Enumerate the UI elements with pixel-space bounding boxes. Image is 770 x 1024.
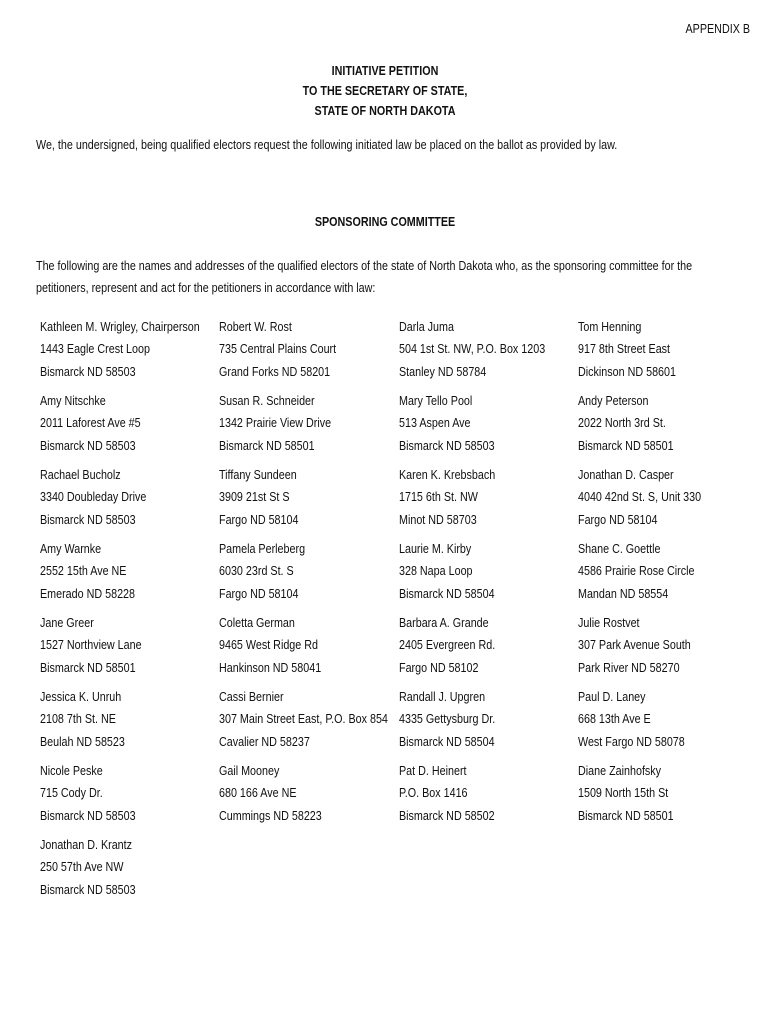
member-street: 6030 23rd St. S (219, 564, 294, 579)
member-city: Dickinson ND 58601 (578, 364, 676, 379)
committee-member (40, 538, 219, 605)
member-street: 1509 North 15th St (578, 786, 669, 801)
member-street: 2011 Laforest Ave #5 (40, 416, 141, 431)
member-city: Minot ND 58703 (399, 512, 477, 527)
committee-member (219, 686, 399, 753)
intro-paragraph: We, the undersigned, being qualified electors request the following initiated law be placed on the ballot as provided by law. (36, 138, 618, 152)
member-street: 715 Cody Dr. (40, 786, 103, 801)
committee-member (578, 390, 760, 457)
member-city: Bismarck ND 58504 (399, 586, 495, 601)
committee-member (578, 686, 760, 753)
member-city: Hankinson ND 58041 (219, 660, 322, 675)
title-line: STATE OF NORTH DAKOTA (314, 104, 456, 118)
member-name: Paul D. Laney (578, 690, 646, 704)
member-city: Bismarck ND 58502 (399, 808, 495, 823)
member-street: 3909 21st St S (219, 490, 290, 505)
member-city: Bismarck ND 58501 (40, 660, 136, 675)
committee-member (40, 390, 219, 457)
member-street: 668 13th Ave E (578, 712, 651, 727)
committee-member (219, 538, 399, 605)
member-name: Robert W. Rost (219, 320, 292, 334)
committee-member (40, 834, 219, 901)
member-street: 9465 West Ridge Rd (219, 638, 319, 653)
member-name: Andy Peterson (578, 394, 649, 408)
member-name: Jonathan D. Krantz (40, 838, 133, 852)
petition-title (54, 61, 716, 121)
member-name: Jessica K. Unruh (40, 690, 122, 704)
member-city: West Fargo ND 58078 (578, 734, 685, 749)
member-street: 307 Park Avenue South (578, 638, 691, 653)
member-street: 2108 7th St. NE (40, 712, 116, 727)
member-name: Diane Zainhofsky (578, 764, 662, 778)
member-name: Tiffany Sundeen (219, 468, 297, 482)
member-name: Tom Henning (578, 320, 642, 334)
member-city: Bismarck ND 58503 (40, 512, 136, 527)
committee-member (578, 464, 760, 531)
member-street: 1443 Eagle Crest Loop (40, 342, 150, 357)
member-street: 513 Aspen Ave (399, 416, 471, 431)
committee-member (219, 464, 399, 531)
committee-member (399, 612, 578, 679)
member-city: Cavalier ND 58237 (219, 734, 310, 749)
member-name: Mary Tello Pool (399, 394, 473, 408)
member-city: Stanley ND 58784 (399, 364, 487, 379)
member-name: Kathleen M. Wrigley, Chairperson (40, 320, 200, 334)
member-city: Park River ND 58270 (578, 660, 680, 675)
member-street: 3340 Doubleday Drive (40, 490, 147, 505)
committee-member (578, 538, 760, 605)
member-name: Barbara A. Grande (399, 616, 489, 630)
committee-member (219, 316, 399, 383)
committee-member (219, 612, 399, 679)
committee-member (578, 316, 760, 383)
member-city: Fargo ND 58102 (399, 660, 479, 675)
member-city: Bismarck ND 58501 (578, 438, 674, 453)
member-name: Jane Greer (40, 616, 94, 630)
member-street: 2405 Evergreen Rd. (399, 638, 496, 653)
member-name: Julie Rostvet (578, 616, 640, 630)
committee-member (578, 760, 760, 827)
member-street: 1527 Northview Lane (40, 638, 142, 653)
committee-members-grid (40, 316, 760, 901)
committee-member (399, 760, 578, 827)
committee-member (399, 686, 578, 753)
member-city: Mandan ND 58554 (578, 586, 669, 601)
member-city: Emerado ND 58228 (40, 586, 136, 601)
committee-member (399, 538, 578, 605)
member-name: Amy Warnke (40, 542, 102, 556)
member-name: Amy Nitschke (40, 394, 106, 408)
member-street: 1715 6th St. NW (399, 490, 478, 505)
member-city: Bismarck ND 58501 (578, 808, 674, 823)
member-city: Bismarck ND 58503 (40, 882, 136, 897)
member-name: Darla Juma (399, 320, 454, 334)
committee-member (40, 612, 219, 679)
member-name: Gail Mooney (219, 764, 280, 778)
member-street: 2022 North 3rd St. (578, 416, 666, 431)
member-name: Karen K. Krebsbach (399, 468, 496, 482)
committee-member (40, 464, 219, 531)
member-street: 4586 Prairie Rose Circle (578, 564, 695, 579)
committee-heading: SPONSORING COMMITTEE (314, 215, 456, 229)
member-name: Susan R. Schneider (219, 394, 315, 408)
member-name: Randall J. Upgren (399, 690, 486, 704)
title-line: TO THE SECRETARY OF STATE, (302, 84, 468, 98)
member-name: Cassi Bernier (219, 690, 284, 704)
member-city: Bismarck ND 58503 (40, 438, 136, 453)
member-name: Coletta German (219, 616, 295, 630)
member-street: 307 Main Street East, P.O. Box 854 (219, 712, 388, 727)
member-name: Pat D. Heinert (399, 764, 467, 778)
member-city: Bismarck ND 58501 (219, 438, 315, 453)
committee-member (578, 612, 760, 679)
committee-member (399, 390, 578, 457)
member-city: Cummings ND 58223 (219, 808, 322, 823)
committee-intro: The following are the names and addresses of the qualified electors of the state of North Dakota who, as the sponsoring committee for the petitioners, represent and act for the petitioners in accordance with law: (36, 259, 693, 295)
member-street: 917 8th Street East (578, 342, 671, 357)
committee-member (40, 316, 219, 383)
member-city: Beulah ND 58523 (40, 734, 125, 749)
member-name: Pamela Perleberg (219, 542, 306, 556)
member-street: 2552 15th Ave NE (40, 564, 127, 579)
member-city: Bismarck ND 58503 (40, 808, 136, 823)
member-city: Fargo ND 58104 (578, 512, 658, 527)
title-line: INITIATIVE PETITION (331, 64, 439, 78)
member-city: Bismarck ND 58503 (399, 438, 495, 453)
member-street: 735 Central Plains Court (219, 342, 337, 357)
committee-member (219, 760, 399, 827)
member-street: 680 166 Ave NE (219, 786, 297, 801)
appendix-label: APPENDIX B (685, 22, 750, 36)
committee-member (40, 760, 219, 827)
member-name: Nicole Peske (40, 764, 103, 778)
member-city: Fargo ND 58104 (219, 512, 299, 527)
member-street: 4335 Gettysburg Dr. (399, 712, 496, 727)
committee-member (40, 686, 219, 753)
member-street: 328 Napa Loop (399, 564, 473, 579)
member-name: Jonathan D. Casper (578, 468, 674, 482)
committee-member (399, 464, 578, 531)
member-city: Bismarck ND 58503 (40, 364, 136, 379)
member-street: P.O. Box 1416 (399, 786, 468, 801)
member-city: Fargo ND 58104 (219, 586, 299, 601)
member-name: Laurie M. Kirby (399, 542, 472, 556)
committee-member (399, 316, 578, 383)
committee-member (219, 390, 399, 457)
member-city: Grand Forks ND 58201 (219, 364, 331, 379)
member-street: 4040 42nd St. S, Unit 330 (578, 490, 702, 505)
member-name: Rachael Bucholz (40, 468, 121, 482)
member-street: 250 57th Ave NW (40, 860, 124, 875)
member-street: 1342 Prairie View Drive (219, 416, 332, 431)
member-name: Shane C. Goettle (578, 542, 661, 556)
member-street: 504 1st St. NW, P.O. Box 1203 (399, 342, 546, 357)
member-city: Bismarck ND 58504 (399, 734, 495, 749)
